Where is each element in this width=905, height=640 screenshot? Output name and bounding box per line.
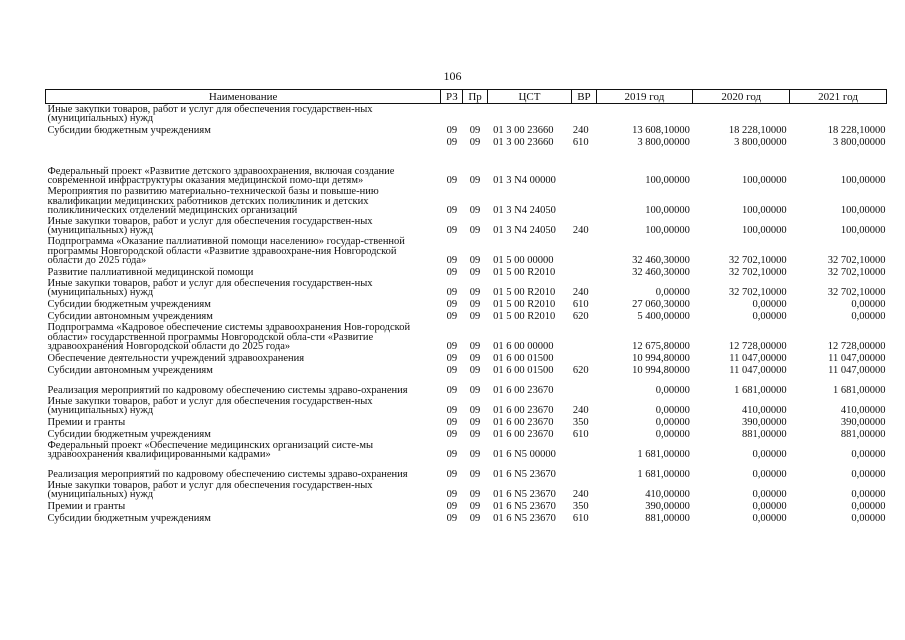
cell-rz: 09 [446,405,458,417]
cell-pr: 09 [469,175,481,187]
cell-2019: 10 994,80000 [632,353,690,365]
header-name: Наименование [46,90,441,104]
cell-2020: 11 047,00000 [729,353,787,365]
cell-2020 [693,104,790,125]
cell-cst: 01 5 00 R2010 [493,299,556,311]
table-row [46,416,887,428]
cell-pr: 09 [469,341,481,353]
table-row [46,322,887,352]
cell-2021: 0,00000 [851,489,886,501]
cell-pr: 09 [469,405,481,417]
cell-rz: 09 [446,255,458,267]
cell-name: Субсидии автономным учреждениям [47,365,213,377]
cell-pr: 09 [469,137,481,149]
cell-2021: 32 702,10000 [827,255,886,267]
cell-pr: 09 [469,225,481,237]
cell-pr: 09 [469,311,481,323]
table-row [46,440,887,460]
cell-rz: 09 [446,341,458,353]
cell-rz: 09 [446,417,458,429]
cell-cst: 01 3 N4 00000 [493,175,556,187]
cell-rz: 09 [446,449,458,461]
cell-2019: 5 400,00000 [637,311,690,323]
header-vr: ВР [572,90,596,104]
cell-name: Иные закупки товаров, работ и услуг для обеспечения государствен-ных (муниципальных) нужд [47,215,373,237]
cell-name: Подпрограмма «Кадровое обеспечение системы здравоохранения Нов-городской области» государственной программы Новгородской обла-сти «Развитие здравоохранения Новгородской области до 2025 года» [47,322,411,353]
cell-2021: 1 681,00000 [833,385,886,397]
table-row [46,236,887,266]
cell-pr: 09 [469,417,481,429]
table-row [46,310,887,322]
cell-2019: 0,00000 [655,385,690,397]
cell-vr [572,236,596,266]
cell-2020: 11 047,00000 [729,365,787,377]
cell-rz: 09 [446,513,458,525]
cell-2020: 0,00000 [752,311,787,323]
cell-rz: 09 [446,501,458,513]
table-row [46,352,887,364]
table-header-row [46,90,887,104]
header-2020: 2020 год [693,90,790,104]
cell-cst: 01 6 N5 23670 [493,489,556,501]
cell-rz [441,104,463,125]
cell-vr: 620 [572,311,589,323]
cell-vr: 350 [572,417,589,429]
cell-rz: 09 [446,489,458,501]
table-row [46,136,887,148]
table-row [46,376,887,396]
cell-2021 [790,104,887,125]
cell-name: Субсидии бюджетным учреждениям [47,513,211,525]
cell-pr: 09 [469,469,481,481]
cell-pr: 09 [469,255,481,267]
cell-pr: 09 [469,449,481,461]
cell-vr: 610 [572,429,589,441]
cell-pr: 09 [469,489,481,501]
cell-pr: 09 [469,501,481,513]
cell-2019: 12 675,80000 [632,341,690,353]
cell-2020: 100,00000 [742,175,787,187]
cell-2021: 0,00000 [851,449,886,461]
cell-cst: 01 3 N4 24050 [493,225,556,237]
cell-cst: 01 3 00 23660 [493,137,554,149]
header-2021: 2021 год [790,90,887,104]
cell-2020: 32 702,10000 [728,287,787,299]
table-row [46,396,887,416]
cell-cst: 01 6 00 23670 [493,417,554,429]
table-body [46,104,887,525]
cell-cst: 01 6 00 00000 [493,341,554,353]
cell-vr [572,352,596,364]
cell-name: Иные закупки товаров, работ и услуг для обеспечения государствен-ных (муниципальных) нужд [47,103,373,125]
cell-vr [572,186,596,216]
header-cst: ЦСТ [487,90,572,104]
cell-2020: 0,00000 [752,469,787,481]
cell-2019: 100,00000 [645,205,690,217]
cell-cst: 01 3 N4 24050 [493,205,556,217]
cell-vr: 240 [572,405,589,417]
cell-2021: 3 800,00000 [833,137,886,149]
cell-name: Развитие паллиативной медицинской помощи [47,267,254,279]
cell-2019: 32 460,30000 [632,267,690,279]
cell-2019: 13 608,10000 [632,125,690,137]
cell-2019: 27 060,30000 [632,299,690,311]
cell-cst: 01 5 00 R2010 [493,287,556,299]
cell-cst: 01 6 N5 23670 [493,469,556,481]
cell-2020: 18 228,10000 [728,125,787,137]
cell-name: Мероприятия по развитию материально-технической базы и повыше-нию квалификации медицинских работников детских поликлиник и детских поликлинических отделений медицинских организаций [47,186,379,217]
cell-vr: 240 [572,125,589,137]
cell-vr: 240 [572,489,589,501]
cell-cst: 01 5 00 R2010 [493,311,556,323]
cell-2019: 0,00000 [655,417,690,429]
cell-2020: 100,00000 [742,205,787,217]
cell-2021: 0,00000 [851,469,886,481]
cell-2021: 100,00000 [840,225,886,237]
cell-rz: 09 [446,353,458,365]
table-row [46,480,887,500]
table-row [46,266,887,278]
cell-cst: 01 6 N5 23670 [493,501,556,513]
cell-vr: 610 [572,137,589,149]
cell-rz: 09 [446,385,458,397]
cell-2021: 881,00000 [840,429,886,441]
cell-rz: 09 [446,429,458,441]
cell-pr: 09 [469,125,481,137]
cell-vr [572,440,596,460]
cell-cst: 01 6 00 23670 [493,385,554,397]
cell-2019: 3 800,00000 [637,137,690,149]
cell-cst [487,104,572,125]
cell-name: Подпрограмма «Оказание паллиативной помощи населению» государ-ственной программы Новгородской области «Развитие здравоохране-ния Новгородской области до 2025 года» [47,236,405,267]
cell-2020: 0,00000 [752,489,787,501]
page-number: 106 [443,69,462,83]
cell-vr: 610 [572,299,589,311]
cell-2020: 0,00000 [752,513,787,525]
table-row [46,298,887,310]
cell-pr: 09 [469,287,481,299]
cell-2021: 410,00000 [840,405,886,417]
cell-cst: 01 5 00 R2010 [493,267,556,279]
cell-vr: 240 [572,287,589,299]
cell-cst: 01 3 00 23660 [493,125,554,137]
table-row [46,500,887,512]
cell-pr: 09 [469,205,481,217]
cell-cst: 01 5 00 00000 [493,255,554,267]
header-2019: 2019 год [596,90,693,104]
cell-2020: 0,00000 [752,501,787,513]
cell-rz: 09 [446,299,458,311]
cell-vr [572,148,596,186]
cell-vr [572,460,596,480]
cell-vr: 610 [572,513,589,525]
cell-2019: 390,00000 [645,501,690,513]
cell-2019: 0,00000 [655,429,690,441]
cell-cst: 01 6 00 23670 [493,405,554,417]
cell-pr: 09 [469,353,481,365]
cell-2021: 11 047,00000 [828,353,886,365]
cell-rz: 09 [446,287,458,299]
cell-name: Премии и гранты [47,501,126,513]
cell-name: Федеральный проект «Обеспечение медицинских организаций систе-мы здравоохранения квалифицированными кадрами» [47,439,374,461]
cell-2020: 410,00000 [742,405,787,417]
table-row [46,104,887,125]
table-row [46,460,887,480]
cell-name: Обеспечение деятельности учреждений здравоохранения [47,353,305,365]
cell-2021: 390,00000 [840,417,886,429]
cell-2019: 32 460,30000 [632,255,690,267]
cell-pr: 09 [469,267,481,279]
cell-cst: 01 6 N5 00000 [493,449,556,461]
cell-vr [572,266,596,278]
cell-2021: 100,00000 [840,205,886,217]
cell-pr: 09 [469,513,481,525]
cell-2020: 390,00000 [742,417,787,429]
cell-2021: 0,00000 [851,513,886,525]
cell-2020: 32 702,10000 [728,255,787,267]
cell-2021: 0,00000 [851,311,886,323]
cell-pr: 09 [469,299,481,311]
cell-name: Федеральный проект «Развитие детского здравоохранения, включая создание современной инфраструктуры оказания медицинской помо-щи детям» [47,165,395,187]
cell-vr: 350 [572,501,589,513]
table-row [46,428,887,440]
cell-2021: 0,00000 [851,299,886,311]
cell-name: Реализация мероприятий по кадровому обеспечению системы здраво-охранения [47,385,408,397]
cell-cst: 01 6 00 01500 [493,365,554,377]
cell-name: Премии и гранты [47,417,126,429]
cell-rz: 09 [446,267,458,279]
table-row [46,124,887,136]
table-row [46,186,887,216]
cell-2021: 0,00000 [851,501,886,513]
cell-pr: 09 [469,429,481,441]
cell-vr [572,322,596,352]
cell-2019: 0,00000 [655,405,690,417]
cell-name: Субсидии бюджетным учреждениям [47,299,211,311]
cell-name: Иные закупки товаров, работ и услуг для обеспечения государствен-ных (муниципальных) нужд [47,395,373,417]
cell-2019: 100,00000 [645,175,690,187]
cell-name: Иные закупки товаров, работ и услуг для обеспечения государствен-ных (муниципальных) нужд [47,277,373,299]
cell-vr [572,376,596,396]
table-row [46,148,887,186]
cell-2020: 0,00000 [752,299,787,311]
cell-name: Субсидии бюджетным учреждениям [47,125,211,137]
cell-cst: 01 6 N5 23670 [493,513,556,525]
table-row [46,364,887,376]
cell-rz: 09 [446,225,458,237]
cell-name: Реализация мероприятий по кадровому обеспечению системы здраво-охранения [47,469,408,481]
cell-rz: 09 [446,469,458,481]
cell-2020: 3 800,00000 [734,137,787,149]
cell-vr [572,104,596,125]
cell-2019: 10 994,80000 [632,365,690,377]
cell-2020: 0,00000 [752,449,787,461]
cell-2019: 1 681,00000 [637,469,690,481]
cell-2019: 100,00000 [645,225,690,237]
table-row [46,216,887,236]
cell-rz: 09 [446,311,458,323]
cell-2019: 1 681,00000 [637,449,690,461]
cell-cst: 01 6 00 01500 [493,353,554,365]
cell-2020: 1 681,00000 [734,385,787,397]
cell-2019: 0,00000 [655,287,690,299]
header-rz: РЗ [441,90,463,104]
cell-name: Субсидии автономным учреждениям [47,311,213,323]
cell-2019: 881,00000 [645,513,690,525]
cell-rz: 09 [446,175,458,187]
budget-table [45,89,887,524]
cell-2021: 100,00000 [840,175,886,187]
cell-2019 [596,104,693,125]
cell-2021: 11 047,00000 [828,365,886,377]
cell-name [46,136,441,148]
cell-2020: 100,00000 [742,225,787,237]
header-pr: Пр [463,90,487,104]
cell-name: Иные закупки товаров, работ и услуг для обеспечения государствен-ных (муниципальных) нужд [47,479,373,501]
cell-pr: 09 [469,385,481,397]
cell-2019: 410,00000 [645,489,690,501]
table-row [46,512,887,524]
cell-2021: 12 728,00000 [827,341,886,353]
cell-2020: 32 702,10000 [728,267,787,279]
cell-2020: 881,00000 [742,429,787,441]
cell-rz: 09 [446,365,458,377]
cell-rz: 09 [446,137,458,149]
cell-vr: 620 [572,365,589,377]
cell-name: Субсидии бюджетным учреждениям [47,429,211,441]
cell-rz: 09 [446,205,458,217]
cell-2021: 18 228,10000 [827,125,886,137]
cell-vr: 240 [572,225,589,237]
cell-pr: 09 [469,365,481,377]
cell-pr [463,104,487,125]
cell-cst: 01 6 00 23670 [493,429,554,441]
cell-2020: 12 728,00000 [728,341,787,353]
cell-2021: 32 702,10000 [827,287,886,299]
cell-2021: 32 702,10000 [827,267,886,279]
cell-rz: 09 [446,125,458,137]
table-row [46,278,887,298]
